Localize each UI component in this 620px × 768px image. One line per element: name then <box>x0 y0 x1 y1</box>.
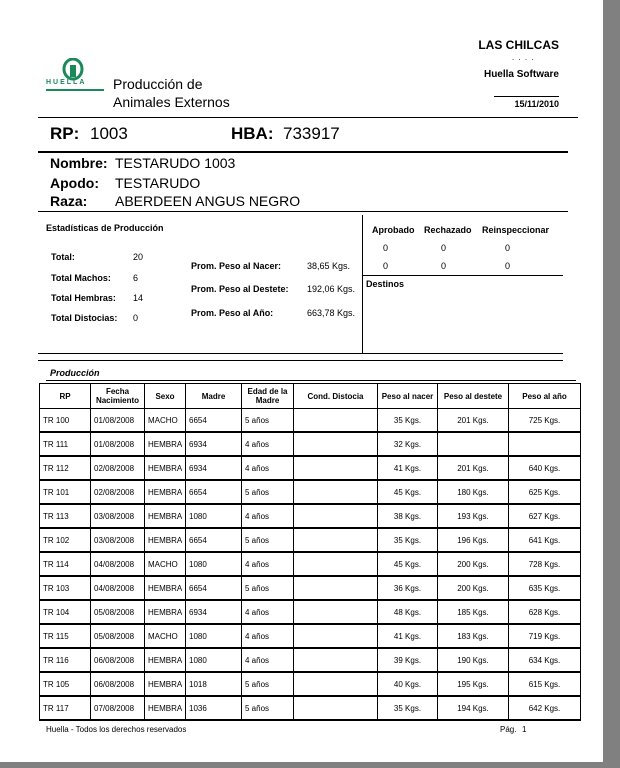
cell-distocia <box>294 672 378 696</box>
table-row <box>40 624 581 648</box>
cell-edad-madre: 4 años <box>242 624 294 648</box>
logo-underline <box>46 89 104 91</box>
header-dots: . . . . <box>512 53 535 62</box>
cell-peso-anio: 627 Kgs. <box>509 504 581 528</box>
col-header-rp: RP <box>40 384 91 409</box>
cell-sexo: HEMBRA <box>145 696 186 720</box>
cell-rp: TR 117 <box>40 696 91 720</box>
cell-rp: TR 113 <box>40 504 91 528</box>
cell-madre: 1080 <box>186 504 242 528</box>
cell-edad-madre: 4 años <box>242 600 294 624</box>
reinspeccionar-value-1: 0 <box>505 243 511 253</box>
date-rule <box>494 96 559 97</box>
cell-peso-destete: 196 Kgs. <box>438 528 509 552</box>
rechazado-value-2: 0 <box>441 261 447 271</box>
produccion-title: Producción <box>50 368 100 378</box>
cell-peso-nacer: 32 Kgs. <box>378 432 438 456</box>
cell-fecha: 07/08/2008 <box>91 696 145 720</box>
stats-machos-value: 6 <box>133 273 139 283</box>
cell-distocia <box>294 600 378 624</box>
cell-fecha: 06/08/2008 <box>91 648 145 672</box>
table-row <box>40 672 581 696</box>
cell-peso-nacer: 35 Kgs. <box>378 696 438 720</box>
cell-rp: TR 116 <box>40 648 91 672</box>
cell-peso-anio <box>509 432 581 456</box>
report-title-line2: Animales Externos <box>113 94 230 110</box>
cell-peso-destete: 201 Kgs. <box>438 409 509 433</box>
table-row <box>40 696 581 720</box>
apodo-value: TESTARUDO <box>115 175 201 191</box>
cell-madre: 1080 <box>186 648 242 672</box>
table-row <box>40 456 581 480</box>
cell-distocia <box>294 528 378 552</box>
cell-distocia <box>294 456 378 480</box>
col-header-madre: Madre <box>186 384 242 409</box>
col-header-fecha: Fecha Nacimiento <box>91 384 145 409</box>
stats-nacer-label: Prom. Peso al Nacer: <box>191 261 282 271</box>
cell-rp: TR 115 <box>40 624 91 648</box>
cell-edad-madre: 4 años <box>242 456 294 480</box>
cell-distocia <box>294 648 378 672</box>
cell-peso-nacer: 35 Kgs. <box>378 409 438 433</box>
inspection-divider <box>363 275 563 276</box>
cell-distocia <box>294 576 378 600</box>
cell-peso-destete: 194 Kgs. <box>438 696 509 720</box>
table-header-row <box>40 384 581 409</box>
rp-value: 1003 <box>90 124 128 143</box>
cell-edad-madre: 5 años <box>242 480 294 504</box>
cell-peso-destete <box>438 432 509 456</box>
cell-fecha: 02/08/2008 <box>91 480 145 504</box>
table-row <box>40 432 581 456</box>
cell-peso-anio: 635 Kgs. <box>509 576 581 600</box>
cell-peso-destete: 200 Kgs. <box>438 552 509 576</box>
cell-madre: 6654 <box>186 528 242 552</box>
cell-madre: 1018 <box>186 672 242 696</box>
reinspeccionar-value-2: 0 <box>505 261 511 271</box>
cell-edad-madre: 4 años <box>242 432 294 456</box>
cell-fecha: 04/08/2008 <box>91 576 145 600</box>
apodo-label: Apodo: <box>50 175 99 191</box>
aprobado-value-2: 0 <box>383 261 389 271</box>
raza-value: ABERDEEN ANGUS NEGRO <box>115 193 301 209</box>
cell-peso-anio: 641 Kgs. <box>509 528 581 552</box>
cell-peso-destete: 195 Kgs. <box>438 672 509 696</box>
footer-page-number: 1 <box>522 725 527 734</box>
cell-peso-anio: 634 Kgs. <box>509 648 581 672</box>
cell-rp: TR 100 <box>40 409 91 433</box>
cell-peso-anio: 615 Kgs. <box>509 672 581 696</box>
table-row <box>40 409 581 433</box>
cell-edad-madre: 5 años <box>242 409 294 433</box>
cell-fecha: 01/08/2008 <box>91 409 145 433</box>
col-header-edad-madre: Edad de la Madre <box>242 384 294 409</box>
cell-peso-nacer: 45 Kgs. <box>378 552 438 576</box>
company-name: LAS CHILCAS <box>478 38 559 52</box>
table-row <box>40 480 581 504</box>
stats-anio-label: Prom. Peso al Año: <box>191 308 274 318</box>
aprobado-value-1: 0 <box>383 243 389 253</box>
cell-peso-destete: 185 Kgs. <box>438 600 509 624</box>
produccion-table <box>39 383 581 721</box>
cell-sexo: HEMBRA <box>145 528 186 552</box>
cell-fecha: 05/08/2008 <box>91 624 145 648</box>
stats-distocias-label: Total Distocias: <box>51 313 118 323</box>
cell-madre: 6654 <box>186 409 242 433</box>
stats-nacer-value: 38,65 Kgs. <box>307 261 351 271</box>
cell-rp: TR 103 <box>40 576 91 600</box>
cell-madre: 6934 <box>186 432 242 456</box>
table-row <box>40 600 581 624</box>
cell-fecha: 02/08/2008 <box>91 456 145 480</box>
cell-sexo: HEMBRA <box>145 480 186 504</box>
col-header-peso-nacer: Peso al nacer <box>378 384 438 409</box>
stats-anio-value: 663,78 Kgs. <box>307 308 356 318</box>
col-header-distocia: Cond. Distocia <box>294 384 378 409</box>
cell-peso-nacer: 38 Kgs. <box>378 504 438 528</box>
section-rule <box>38 360 563 361</box>
cell-peso-anio: 728 Kgs. <box>509 552 581 576</box>
stats-total-value: 20 <box>133 252 144 262</box>
cell-madre: 6934 <box>186 456 242 480</box>
cell-sexo: HEMBRA <box>145 576 186 600</box>
stats-destete-label: Prom. Peso al Destete: <box>191 284 289 294</box>
nombre-value: TESTARUDO 1003 <box>115 155 236 171</box>
cell-sexo: HEMBRA <box>145 600 186 624</box>
aprobado-label: Aprobado <box>372 225 415 235</box>
cell-peso-anio: 628 Kgs. <box>509 600 581 624</box>
cell-edad-madre: 4 años <box>242 504 294 528</box>
cell-peso-destete: 193 Kgs. <box>438 504 509 528</box>
cell-rp: TR 105 <box>40 672 91 696</box>
cell-madre: 6654 <box>186 576 242 600</box>
cell-peso-nacer: 36 Kgs. <box>378 576 438 600</box>
cell-fecha: 03/08/2008 <box>91 504 145 528</box>
cell-sexo: HEMBRA <box>145 456 186 480</box>
cell-sexo: HEMBRA <box>145 648 186 672</box>
cell-sexo: MACHO <box>145 552 186 576</box>
reinspeccionar-label: Reinspeccionar <box>482 225 550 235</box>
header-divider <box>38 117 578 118</box>
cell-peso-anio: 640 Kgs. <box>509 456 581 480</box>
cell-edad-madre: 5 años <box>242 528 294 552</box>
stats-distocias-value: 0 <box>133 313 139 323</box>
table-row <box>40 576 581 600</box>
rechazado-label: Rechazado <box>424 225 472 235</box>
cell-fecha: 03/08/2008 <box>91 528 145 552</box>
cell-rp: TR 101 <box>40 480 91 504</box>
produccion-title-rule <box>46 380 576 381</box>
cell-peso-destete: 183 Kgs. <box>438 624 509 648</box>
cell-peso-anio: 725 Kgs. <box>509 409 581 433</box>
cell-rp: TR 111 <box>40 432 91 456</box>
cell-edad-madre: 4 años <box>242 552 294 576</box>
nombre-label: Nombre: <box>50 155 108 171</box>
cell-rp: TR 112 <box>40 456 91 480</box>
cell-madre: 6934 <box>186 600 242 624</box>
cell-peso-nacer: 40 Kgs. <box>378 672 438 696</box>
cell-rp: TR 104 <box>40 600 91 624</box>
cell-madre: 6654 <box>186 480 242 504</box>
table-row <box>40 528 581 552</box>
ids-divider <box>38 151 568 153</box>
cell-peso-destete: 180 Kgs. <box>438 480 509 504</box>
cell-sexo: MACHO <box>145 624 186 648</box>
cell-edad-madre: 5 años <box>242 696 294 720</box>
col-header-peso-destete: Peso al destete <box>438 384 509 409</box>
cell-edad-madre: 5 años <box>242 576 294 600</box>
raza-label: Raza: <box>50 193 88 209</box>
cell-peso-anio: 625 Kgs. <box>509 480 581 504</box>
cell-sexo: HEMBRA <box>145 672 186 696</box>
cell-madre: 1036 <box>186 696 242 720</box>
cell-peso-nacer: 45 Kgs. <box>378 480 438 504</box>
cell-fecha: 06/08/2008 <box>91 672 145 696</box>
cell-madre: 1080 <box>186 552 242 576</box>
cell-fecha: 01/08/2008 <box>91 432 145 456</box>
stats-title: Estadísticas de Producción <box>46 223 164 233</box>
stats-bottom-rule <box>38 353 563 354</box>
cell-peso-nacer: 41 Kgs. <box>378 456 438 480</box>
stats-hembras-value: 14 <box>133 293 144 303</box>
cell-peso-anio: 642 Kgs. <box>509 696 581 720</box>
stats-hembras-label: Total Hembras: <box>51 293 116 303</box>
footer-rights: Huella - Todos los derechos reservados <box>46 725 187 734</box>
report-title-line1: Producción de <box>113 76 203 92</box>
footer-page-label: Pág. <box>500 725 517 734</box>
stats-machos-label: Total Machos: <box>51 273 111 283</box>
cell-sexo: MACHO <box>145 409 186 433</box>
logo-text: HUELLA <box>46 79 87 86</box>
cell-distocia <box>294 696 378 720</box>
cell-madre: 1080 <box>186 624 242 648</box>
cell-fecha: 05/08/2008 <box>91 600 145 624</box>
rechazado-value-1: 0 <box>441 243 447 253</box>
col-header-peso-anio: Peso al año <box>509 384 581 409</box>
details-divider <box>38 211 568 212</box>
cell-sexo: HEMBRA <box>145 432 186 456</box>
cell-peso-nacer: 41 Kgs. <box>378 624 438 648</box>
destinos-label: Destinos <box>366 279 405 289</box>
stats-total-label: Total: <box>51 252 75 262</box>
table-row <box>40 504 581 528</box>
stats-separator <box>362 215 363 353</box>
cell-distocia <box>294 504 378 528</box>
cell-peso-destete: 201 Kgs. <box>438 456 509 480</box>
cell-distocia <box>294 552 378 576</box>
rp-label: RP: <box>50 124 80 143</box>
hba-value: 733917 <box>283 124 340 143</box>
cell-rp: TR 102 <box>40 528 91 552</box>
cell-peso-nacer: 48 Kgs. <box>378 600 438 624</box>
col-header-sexo: Sexo <box>145 384 186 409</box>
report-date: 15/11/2010 <box>514 99 559 109</box>
cell-distocia <box>294 624 378 648</box>
cell-edad-madre: 5 años <box>242 672 294 696</box>
cell-distocia <box>294 480 378 504</box>
software-name: Huella Software <box>483 69 559 80</box>
table-row <box>40 552 581 576</box>
cell-distocia <box>294 409 378 433</box>
cell-peso-destete: 200 Kgs. <box>438 576 509 600</box>
cell-sexo: HEMBRA <box>145 504 186 528</box>
cell-distocia <box>294 432 378 456</box>
cell-peso-nacer: 35 Kgs. <box>378 528 438 552</box>
cell-rp: TR 114 <box>40 552 91 576</box>
cell-peso-anio: 719 Kgs. <box>509 624 581 648</box>
cell-edad-madre: 4 años <box>242 648 294 672</box>
stats-destete-value: 192,06 Kgs. <box>307 284 356 294</box>
table-row <box>40 648 581 672</box>
cell-peso-destete: 190 Kgs. <box>438 648 509 672</box>
cell-peso-nacer: 39 Kgs. <box>378 648 438 672</box>
hba-label: HBA: <box>231 124 274 143</box>
cell-fecha: 04/08/2008 <box>91 552 145 576</box>
